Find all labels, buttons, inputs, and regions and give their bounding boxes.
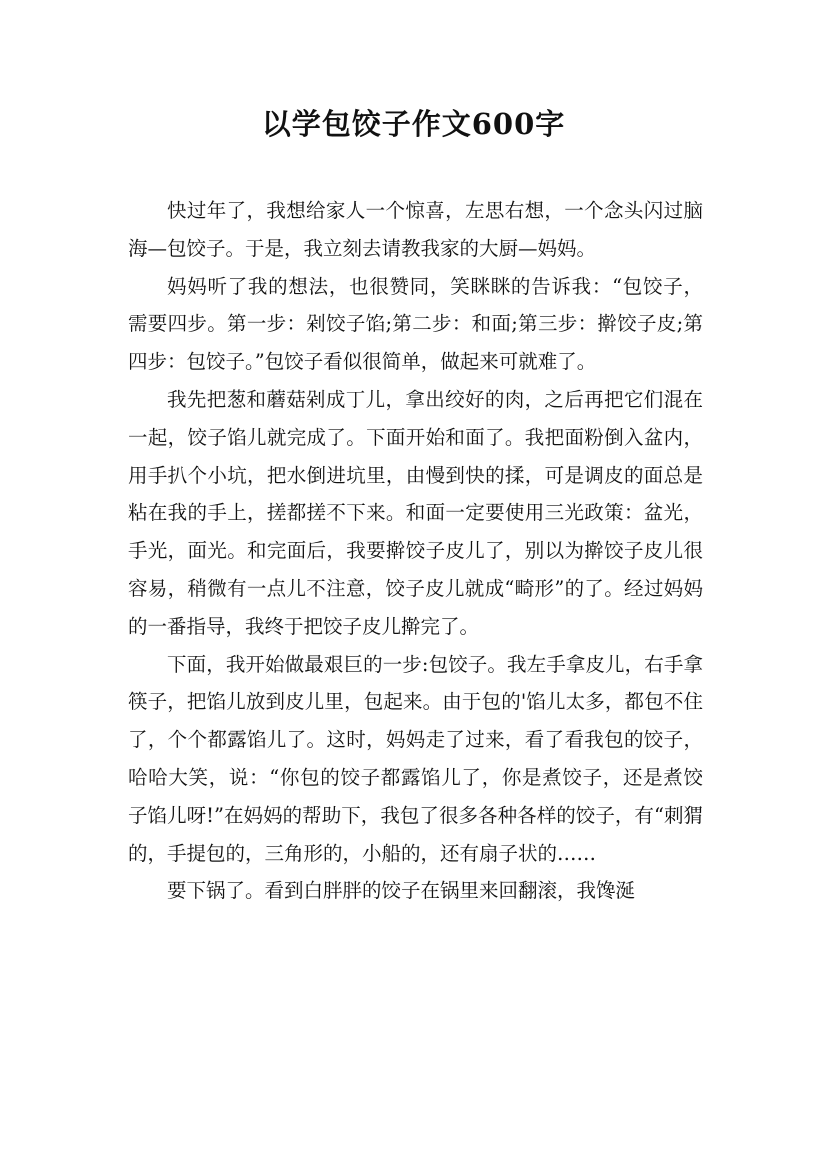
paragraph-4: 下面，我开始做最艰巨的一步:包饺子。我左手拿皮儿，右手拿筷子，把馅儿放到皮儿里，包起来。由于包的'馅儿太多，都包不住了，个个都露馅儿了。这时，妈妈走了过来，看了看我包的饺子，哈哈大笑，说：“你包的饺子都露馅儿了，你是煮饺子，还是煮饺子馅儿呀!”在妈妈的帮助下，我包了很多各种各样的饺子，有“刺猬的，手提包的，三角形的，小船的，还有扇子状的……: [128, 652, 703, 865]
paragraph-1: 快过年了，我想给家人一个惊喜，左思右想，一个念头闪过脑海—包饺子。于是，我立刻去请教我家的大厨—妈妈。: [128, 199, 703, 260]
document-title: 以学包饺子作文600字: [261, 107, 566, 141]
paragraph-5: 要下锅了。看到白胖胖的饺子在锅里来回翻滚，我馋涎: [167, 879, 636, 903]
paragraph-2: 妈妈听了我的想法，也很赞同，笑眯眯的告诉我：“包饺子，需要四步。第一步：剁饺子馅;第二步：和面;第三步：擀饺子皮;第四步：包饺子。”包饺子看似很简单，做起来可就难了。: [128, 274, 703, 374]
paragraph-3: 我先把葱和蘑菇剁成丁儿，拿出绞好的肉，之后再把它们混在一起，饺子馅儿就完成了。下面开始和面了。我把面粉倒入盆内，用手扒个小坑，把水倒进坑里，由慢到快的揉，可是调皮的面总是粘在我的手上，搓都搓不下来。和面一定要使用三光政策：盆光，手光，面光。和完面后，我要擀饺子皮儿了，别以为擀饺子皮儿很容易，稍微有一点儿不注意，饺子皮儿就成“畸形”的了。经过妈妈的一番指导，我终于把饺子皮儿擀完了。: [128, 387, 703, 638]
document-body: [128, 192, 703, 910]
